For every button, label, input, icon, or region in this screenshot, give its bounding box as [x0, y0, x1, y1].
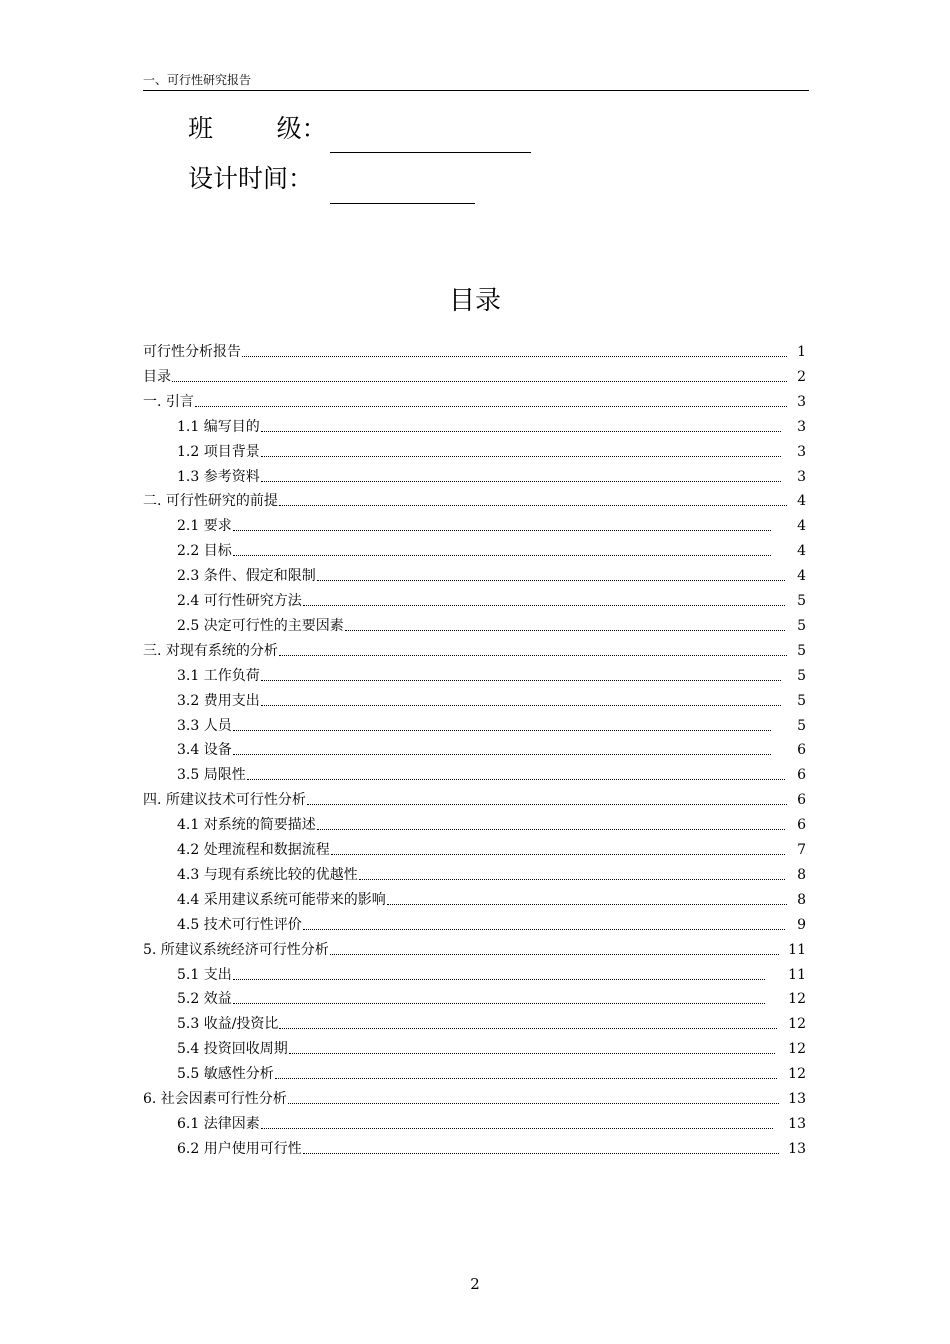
toc-dot-leader: [345, 616, 785, 636]
toc-entry-page-number: 6: [797, 742, 806, 759]
toc-entry[interactable]: [143, 790, 788, 810]
toc-entry[interactable]: [177, 716, 772, 736]
toc-dot-leader: [279, 641, 787, 661]
toc-entry-page-number: 5: [797, 617, 806, 634]
toc-entry[interactable]: [177, 1064, 778, 1084]
toc-entry[interactable]: [143, 641, 788, 661]
toc-entry[interactable]: [177, 591, 786, 611]
toc-entry-title: 2.2 目标: [177, 543, 232, 560]
toc-dot-leader: [233, 541, 771, 561]
toc-entry-page-number: 11: [788, 941, 806, 958]
toc-entry[interactable]: [177, 865, 786, 885]
toc-entry-title: 6. 社会因素可行性分析: [143, 1091, 287, 1107]
toc-entry[interactable]: [177, 965, 766, 985]
toc-entry-page-number: 3: [797, 393, 806, 410]
toc-dot-leader: [233, 989, 765, 1009]
toc-entry-page-number: 13: [788, 1140, 806, 1157]
toc-entry-page-number: 6: [797, 767, 806, 784]
toc-dot-leader: [288, 1089, 779, 1109]
toc-entry-page-number: 13: [788, 1115, 806, 1132]
toc-entry-page-number: 4: [797, 568, 806, 585]
toc-entry-title: 5.2 效益: [177, 991, 232, 1008]
toc-entry-title: 4.5 技术可行性评价: [177, 916, 302, 933]
toc-entry[interactable]: [177, 616, 786, 636]
toc-entry[interactable]: [177, 467, 782, 487]
toc-entry[interactable]: [177, 666, 782, 686]
toc-entry[interactable]: [177, 989, 766, 1009]
toc-entry-title: 2.5 决定可行性的主要因素: [177, 617, 344, 634]
toc-entry-title: 4.1 对系统的简要描述: [177, 817, 316, 834]
toc-dot-leader: [233, 516, 771, 536]
toc-entry-title: 5.1 支出: [177, 966, 232, 983]
toc-dot-leader: [303, 915, 785, 935]
toc-entry-page-number: 6: [797, 792, 806, 809]
toc-entry-page-number: 7: [797, 842, 806, 858]
toc-entry[interactable]: [177, 417, 782, 437]
toc-entry-page-number: 12: [788, 1066, 806, 1083]
running-header-text: 一、可行性研究报告: [143, 73, 252, 87]
toc-entry-title: 3.4 设备: [177, 742, 232, 759]
toc-dot-leader: [261, 467, 781, 487]
page-number: 2: [470, 1275, 480, 1293]
toc-dot-leader: [261, 691, 781, 711]
toc-entry-page-number: 4: [797, 493, 806, 510]
toc-entry[interactable]: [143, 1089, 780, 1109]
toc-entry-title: 5.3 收益/投资比: [177, 1016, 279, 1033]
toc-entry-title: 目录: [143, 368, 171, 385]
toc-entry-title: 3.5 局限性: [177, 767, 246, 784]
toc-dot-leader: [330, 940, 779, 960]
toc-entry-title: 二. 可行性研究的前提: [143, 493, 278, 510]
toc-entry-page-number: 8: [797, 891, 806, 908]
toc-dot-leader: [331, 840, 785, 860]
toc-entry-page-number: 11: [788, 966, 806, 983]
toc-dot-leader: [279, 491, 787, 511]
toc-entry-page-number: 5: [797, 593, 806, 609]
toc-entry[interactable]: [177, 840, 786, 860]
toc-dot-leader: [261, 417, 781, 437]
toc-entry-title: 4.3 与现有系统比较的优越性: [177, 866, 358, 883]
toc-entry-page-number: 12: [788, 1041, 806, 1058]
toc-entry-page-number: 3: [797, 418, 806, 435]
toc-dot-leader: [303, 591, 785, 611]
toc-entry-title: 1.2 项目背景: [177, 443, 260, 460]
toc-dot-leader: [307, 790, 787, 810]
toc-entry-title: 2.4 可行性研究方法: [177, 593, 302, 609]
toc-entry[interactable]: [177, 516, 772, 536]
toc-entry-title: 3.1 工作负荷: [177, 667, 260, 684]
toc-entry-page-number: 5: [797, 717, 806, 734]
toc-entry-title: 5.4 投资回收周期: [177, 1041, 288, 1058]
toc-entry[interactable]: [143, 491, 788, 511]
toc-entry-page-number: 5: [797, 642, 806, 659]
toc-dot-leader: [317, 815, 785, 835]
toc-dot-leader: [279, 1014, 777, 1034]
toc-entry-page-number: 9: [797, 916, 806, 933]
toc-entry-title: 1.1 编写目的: [177, 418, 260, 435]
toc-entry-title: 4.4 采用建议系统可能带来的影响: [177, 891, 386, 908]
toc-entry[interactable]: [177, 691, 782, 711]
toc-entry-title: 6.2 用户使用可行性: [177, 1140, 302, 1157]
toc-entry[interactable]: [143, 940, 780, 960]
toc-entry[interactable]: [177, 1114, 774, 1134]
class-blank-line: [330, 152, 531, 153]
toc-dot-leader: [275, 1064, 777, 1084]
toc-entry[interactable]: [143, 392, 788, 412]
toc-dot-leader: [387, 890, 787, 910]
toc-entry-title: 一. 引言: [143, 393, 194, 410]
toc-dot-leader: [233, 965, 765, 985]
toc-entry-page-number: 6: [797, 817, 806, 834]
toc-dot-leader: [289, 1039, 775, 1059]
toc-entry-title: 4.2 处理流程和数据流程: [177, 842, 330, 858]
toc-entry[interactable]: [143, 342, 788, 362]
toc-entry-title: 三. 对现有系统的分析: [143, 642, 278, 659]
toc-entry-page-number: 2: [797, 368, 806, 385]
toc-entry[interactable]: [177, 1014, 778, 1034]
toc-entry[interactable]: [177, 765, 786, 785]
toc-dot-leader: [242, 342, 787, 362]
toc-entry[interactable]: [177, 890, 788, 910]
toc-entry-title: 四. 所建议技术可行性分析: [143, 792, 306, 809]
toc-entry[interactable]: [177, 815, 786, 835]
toc-dot-leader: [195, 392, 787, 412]
toc-entry-page-number: 4: [797, 518, 806, 535]
toc-dot-leader: [359, 865, 785, 885]
toc-dot-leader: [233, 740, 771, 760]
toc-entry-page-number: 12: [788, 1016, 806, 1033]
toc-entry-title: 可行性分析报告: [143, 344, 241, 360]
toc-entry[interactable]: [143, 367, 788, 387]
design-time-blank-line: [330, 203, 475, 204]
toc-dot-leader: [233, 716, 771, 736]
toc-entry-page-number: 3: [797, 443, 806, 460]
toc-entry-title: 3.3 人员: [177, 717, 232, 734]
toc-dot-leader: [172, 367, 787, 387]
toc-dot-leader: [261, 1114, 773, 1134]
toc-entry[interactable]: [177, 915, 786, 935]
toc-entry[interactable]: [177, 1139, 780, 1159]
design-time-label: 设计时间：: [188, 164, 314, 193]
toc-dot-leader: [261, 666, 781, 686]
toc-entry-page-number: 8: [797, 866, 806, 883]
toc-entry-title: 1.3 参考资料: [177, 468, 260, 485]
toc-entry[interactable]: [177, 541, 772, 561]
toc-entry-title: 5.5 敏感性分析: [177, 1066, 274, 1083]
toc-entry-title: 5. 所建议系统经济可行性分析: [143, 941, 329, 958]
toc-entry[interactable]: [177, 566, 786, 586]
toc-entry-title: 2.1 要求: [177, 518, 232, 535]
toc-entry[interactable]: [177, 1039, 776, 1059]
toc-entry-title: 6.1 法律因素: [177, 1115, 260, 1132]
class-label: 班 级：: [188, 114, 327, 143]
toc-entry-page-number: 5: [797, 667, 806, 684]
toc-entry-page-number: 1: [797, 344, 806, 360]
toc-entry-page-number: 3: [797, 468, 806, 485]
toc-entry-page-number: 5: [797, 692, 806, 709]
toc-dot-leader: [247, 765, 785, 785]
toc-title: 目录: [448, 286, 501, 316]
toc-entry[interactable]: [177, 442, 782, 462]
toc-entry-page-number: 4: [797, 543, 806, 560]
toc-dot-leader: [261, 442, 781, 462]
toc-entry-title: 3.2 费用支出: [177, 692, 260, 709]
toc-entry-page-number: 13: [788, 1091, 806, 1107]
toc-dot-leader: [317, 566, 785, 586]
toc-dot-leader: [303, 1139, 779, 1159]
running-header: [143, 72, 809, 91]
toc-entry-page-number: 12: [788, 991, 806, 1008]
toc-entry[interactable]: [177, 740, 772, 760]
toc-entry-title: 2.3 条件、假定和限制: [177, 568, 316, 585]
